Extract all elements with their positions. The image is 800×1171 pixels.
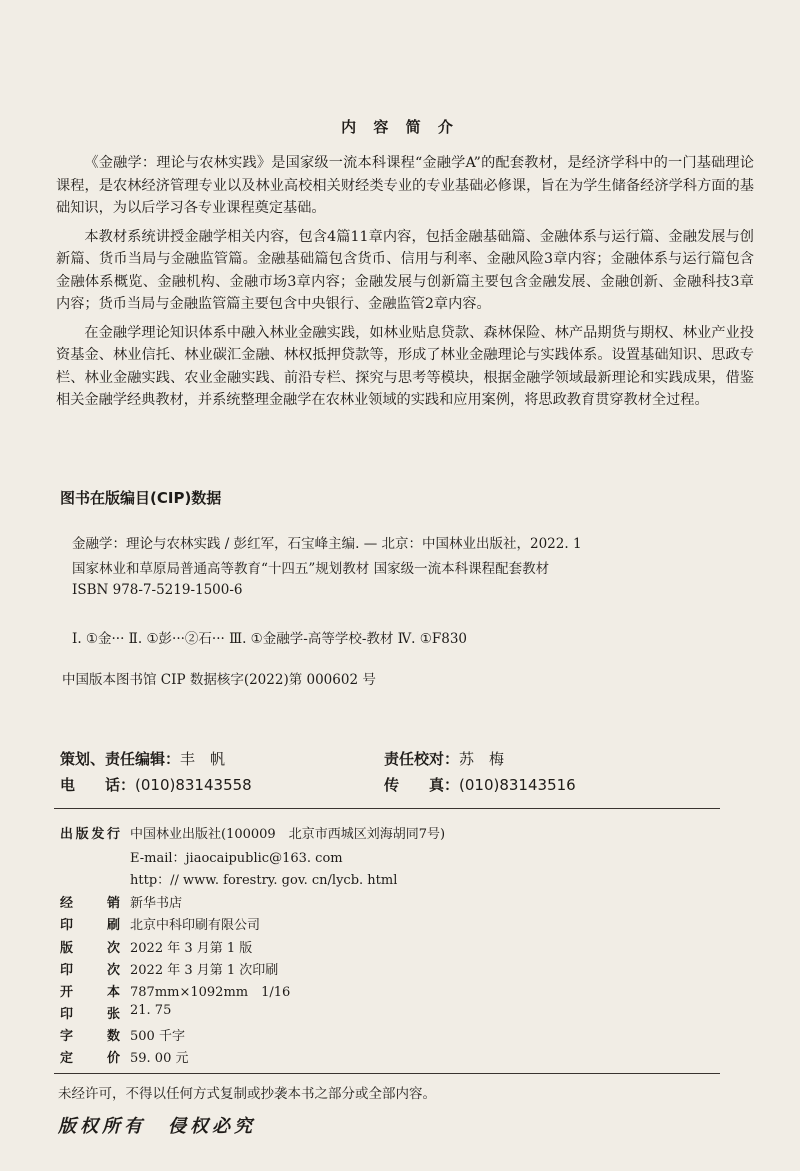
editor-name: 丰 帆 xyxy=(180,750,226,768)
pub-info-label: 经销 xyxy=(60,896,120,911)
phone-number: (010)83143558 xyxy=(135,776,252,794)
pub-info-value: 59. 00 元 xyxy=(130,1051,189,1066)
summary-paragraph: 本教材系统讲授金融学相关内容，包含4篇11章内容，包括金融基础篇、金融体系与运行篇、金融发展与创新篇、货币当局与金融监管篇。金融基础篇包含货币、信用与利率、金融风险3章内容；金融体系与运行篇包含金融体系概览、金融机构、金融市场3章内容；金融发展与创新篇主要包含金融发展、金融创新、金融科技3章内容；货币当局与金融监管篇主要包含中央银行、金融监管2章内容。 xyxy=(56,228,754,312)
divider xyxy=(54,808,720,809)
pub-info-value: 21. 75 xyxy=(130,1003,172,1018)
cip-title: 图书在版编目(CIP)数据 xyxy=(60,489,222,507)
publisher-email: E-mail：jiaocaipublic@163. com xyxy=(130,851,343,866)
pub-info-label: 印刷 xyxy=(60,918,120,933)
pub-info-value: 787mm×1092mm 1/16 xyxy=(130,985,291,1000)
pub-info-row xyxy=(60,914,260,933)
pub-info-value: 2022 年 3 月第 1 次印刷 xyxy=(130,963,279,978)
divider xyxy=(54,1073,720,1074)
pub-info-row xyxy=(60,892,182,911)
pub-info-label: 字数 xyxy=(60,1029,120,1044)
cip-isbn: ISBN 978-7-5219-1500-6 xyxy=(72,582,243,598)
publisher-value: 中国林业出版社(100009 北京市西城区刘海胡同7号) xyxy=(130,827,446,842)
publisher-url: http：// www. forestry. gov. cn/lycb. html xyxy=(130,873,398,888)
pub-info-row xyxy=(60,1047,188,1066)
pub-info-label: 印次 xyxy=(60,963,120,978)
editor-credit xyxy=(60,748,225,769)
pub-info-row xyxy=(60,1025,185,1044)
fax-label: 传 真： xyxy=(384,776,460,794)
summary-paragraph: 《金融学：理论与农林实践》是国家级一流本科课程“金融学A”的配套教材，是经济学科中的一门基础理论课程，是农林经济管理专业以及林业高校相关财经类专业的专业基础必修课，旨在为学生储备经济学科方面的基础知识，为以后学习各专业课程奠定基础。 xyxy=(56,155,754,216)
pub-info-label: 版次 xyxy=(60,941,120,956)
cip-series-line: 国家林业和草原局普通高等教育“十四五”规划教材 国家级一流本科课程配套教材 xyxy=(72,561,550,577)
pub-info-label: 定价 xyxy=(60,1051,120,1066)
summary-heading: 内 容 简 介 xyxy=(341,118,459,136)
cip-verification: 中国版本图书馆 CIP 数据核字(2022)第 000602 号 xyxy=(62,672,376,688)
pub-info-label: 印张 xyxy=(60,1007,120,1022)
summary-paragraph: 在金融学理论知识体系中融入林业金融实践，如林业贴息贷款、森林保险、林产品期货与期权、林业产业投资基金、林业信托、林业碳汇金融、林权抵押贷款等，形成了林业金融理论与实践体系。设置基础知识、思政专栏、林业金融实践、农业金融实践、前沿专栏、探究与思考等模块，根据金融学领域最新理论和实践成果，借鉴相关金融学经典教材，并系统整理金融学在农林业领域的实践和应用案例，将思政教育贯穿教材全过程。 xyxy=(56,324,754,408)
summary-body xyxy=(56,152,754,418)
fax-number: (010)83143516 xyxy=(459,776,576,794)
cip-classification: Ⅰ. ①金··· Ⅱ. ①彭···②石··· Ⅲ. ①金融学-高等学校-教材 Ⅳ. ①F830 xyxy=(72,631,468,647)
proofreader-name: 苏 梅 xyxy=(459,750,505,768)
pub-info-value: 500 千字 xyxy=(130,1029,185,1044)
publisher-row xyxy=(60,823,445,842)
copy-notice: 未经许可，不得以任何方式复制或抄袭本书之部分或全部内容。 xyxy=(58,1086,436,1102)
cip-bibliographic-line: 金融学：理论与农林实践 / 彭红军，石宝峰主编. — 北京：中国林业出版社，2022. 1 xyxy=(72,536,582,552)
phone-credit xyxy=(60,774,252,795)
copyright-statement: 版权所有 侵权必究 xyxy=(58,1116,256,1137)
editor-label: 策划、责任编辑： xyxy=(60,750,181,768)
pub-info-value: 新华书店 xyxy=(130,896,183,911)
proofreader-label: 责任校对： xyxy=(384,750,460,768)
phone-label: 电 话： xyxy=(60,776,136,794)
proofreader-credit xyxy=(384,748,504,769)
pub-info-row xyxy=(60,1003,171,1022)
pub-info-value: 北京中科印刷有限公司 xyxy=(130,918,261,933)
pub-info-row xyxy=(60,959,278,978)
pub-info-label: 开本 xyxy=(60,985,120,1000)
pub-info-row xyxy=(60,981,290,1000)
publisher-label: 出版发行 xyxy=(60,827,120,842)
pub-info-value: 2022 年 3 月第 1 版 xyxy=(130,941,253,956)
fax-credit xyxy=(384,774,576,795)
pub-info-row xyxy=(60,937,252,956)
